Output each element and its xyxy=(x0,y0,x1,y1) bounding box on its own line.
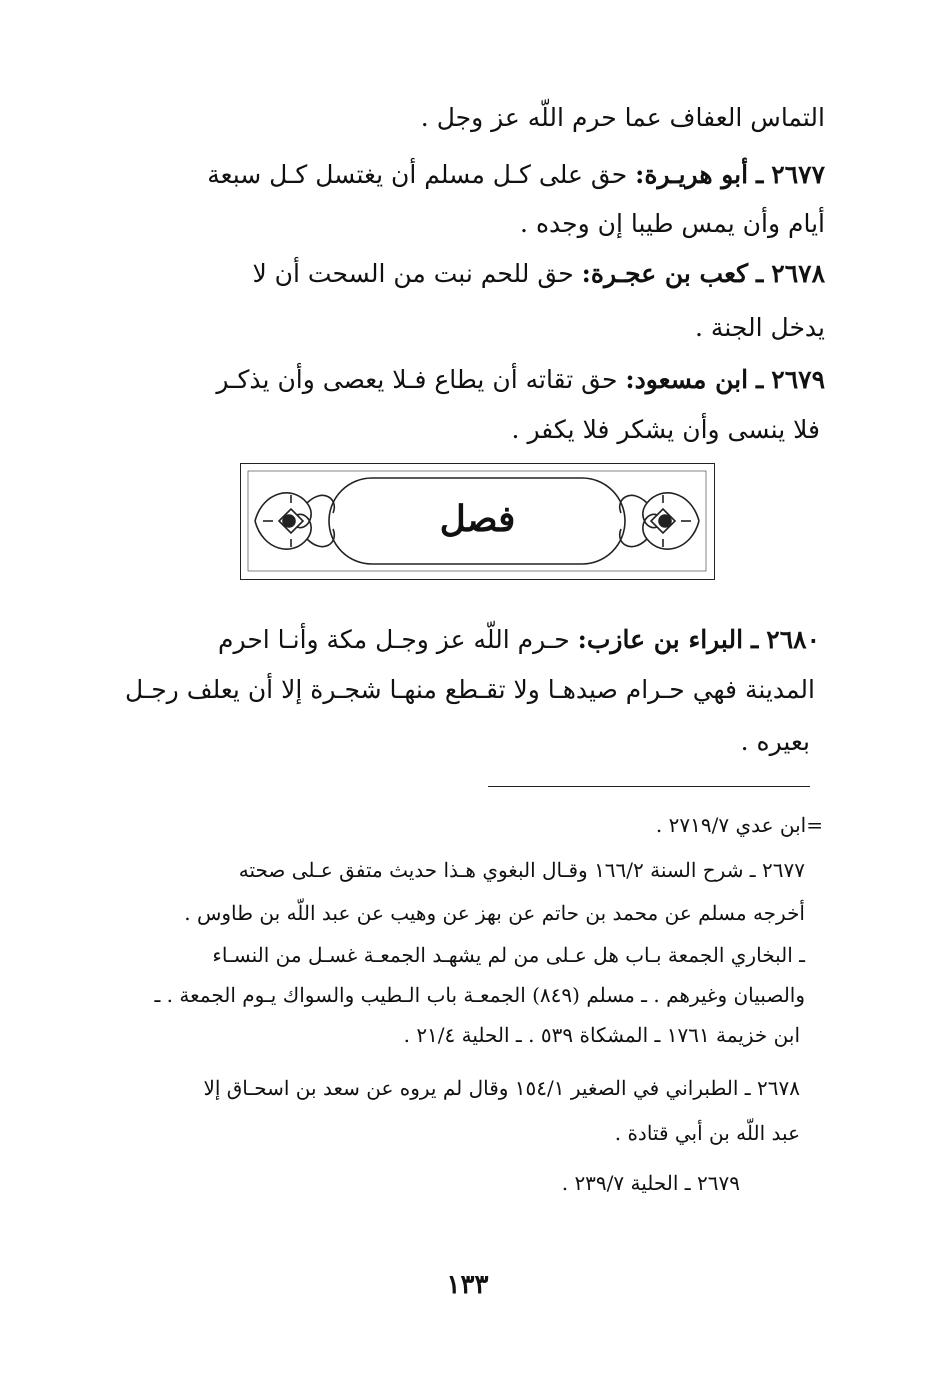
hadith-2680-line-2: المدينة فهي حـرام صيدهـا ولا تقـطع منهـا شجـرة إلا أن يعلف رجـل xyxy=(124,675,815,704)
separator: ـ xyxy=(756,259,764,288)
hadith-text: حق للحم نبت من السحت أن لا xyxy=(252,259,574,288)
page-number: ١٣٣ xyxy=(446,1270,489,1300)
footnote-separator xyxy=(488,786,810,787)
footnote-2677-line-2: أخرجه مسلم عن محمد بن حاتم عن بهز عن وهيب عن عبد اللّه بن طاوس . xyxy=(184,901,805,925)
hadith-2680-line-1 xyxy=(218,622,820,658)
separator: ـ xyxy=(756,365,764,394)
separator: ـ xyxy=(756,160,764,189)
footnote-2678-line-1: ٢٦٧٨ ـ الطبراني في الصغير ١٥٤/١ وقال لم يروه عن سعد بن اسحـاق إلا xyxy=(203,1076,800,1100)
hadith-number: ٢٦٨٠ xyxy=(766,625,820,654)
footnote-2677-line-3: ـ البخاري الجمعة بـاب هل عـلى من لم يشهـد الجمعـة غسـل من النسـاء xyxy=(212,943,805,967)
hadith-2677-line-1 xyxy=(207,157,825,193)
footnote-2677-line-1: ٢٦٧٧ ـ شرح السنة ١٦٦/٢ وقـال البغوي هـذا حديث متفق عـلى صحته xyxy=(238,858,805,882)
hadith-text: حق على كـل مسلم أن يغتسل كـل سبعة xyxy=(207,160,628,189)
hadith-2679-line-1 xyxy=(216,362,825,398)
narrator-name: كعب بن عجـرة: xyxy=(581,259,749,288)
hadith-text: حـرم اللّه عز وجـل مكة وأنـا احرم xyxy=(218,625,570,654)
hadith-2679-line-2: فلا ينسى وأن يشكر فلا يكفر . xyxy=(511,415,820,444)
narrator-name: ابن مسعود: xyxy=(625,365,749,394)
hadith-2677-line-2: أيام وأن يمس طيبا إن وجده . xyxy=(520,209,825,238)
footnote-continuation: =ابن عدي ٢٧١٩/٧ . xyxy=(655,813,823,837)
separator: ـ xyxy=(751,625,759,654)
section-heading-frame xyxy=(240,463,715,580)
footnote-2678-line-2: عبد اللّه بن أبي قتادة . xyxy=(614,1121,800,1145)
footnote-2677-line-4: والصبيان وغيرهم . ـ مسلم (٨٤٩) الجمعـة باب الـطيب والسواك يـوم الجمعة . ـ xyxy=(154,983,805,1007)
section-title: فصل xyxy=(439,498,516,540)
hadith-number: ٢٦٧٩ xyxy=(771,365,825,394)
hadith-2678-line-1 xyxy=(252,256,825,292)
text-line-intro: التماس العفاف عما حرم اللّه عز وجل . xyxy=(420,103,825,132)
footnote-2679-line-1: ٢٦٧٩ ـ الحلية ٢٣٩/٧ . xyxy=(561,1171,740,1195)
hadith-number: ٢٦٧٧ xyxy=(771,160,825,189)
hadith-text: حق تقاته أن يطاع فـلا يعصى وأن يذكـر xyxy=(216,365,618,394)
hadith-number: ٢٦٧٨ xyxy=(771,259,825,288)
narrator-name: أبو هريـرة: xyxy=(635,160,749,189)
narrator-name: البراء بن عازب: xyxy=(577,625,744,654)
footnote-2677-line-5: ابن خزيمة ١٧٦١ ـ المشكاة ٥٣٩ . ـ الحلية ٢١/٤ . xyxy=(403,1023,800,1047)
hadith-2680-line-3: بعيره . xyxy=(740,727,810,756)
hadith-2678-line-2: يدخل الجنة . xyxy=(695,313,825,342)
